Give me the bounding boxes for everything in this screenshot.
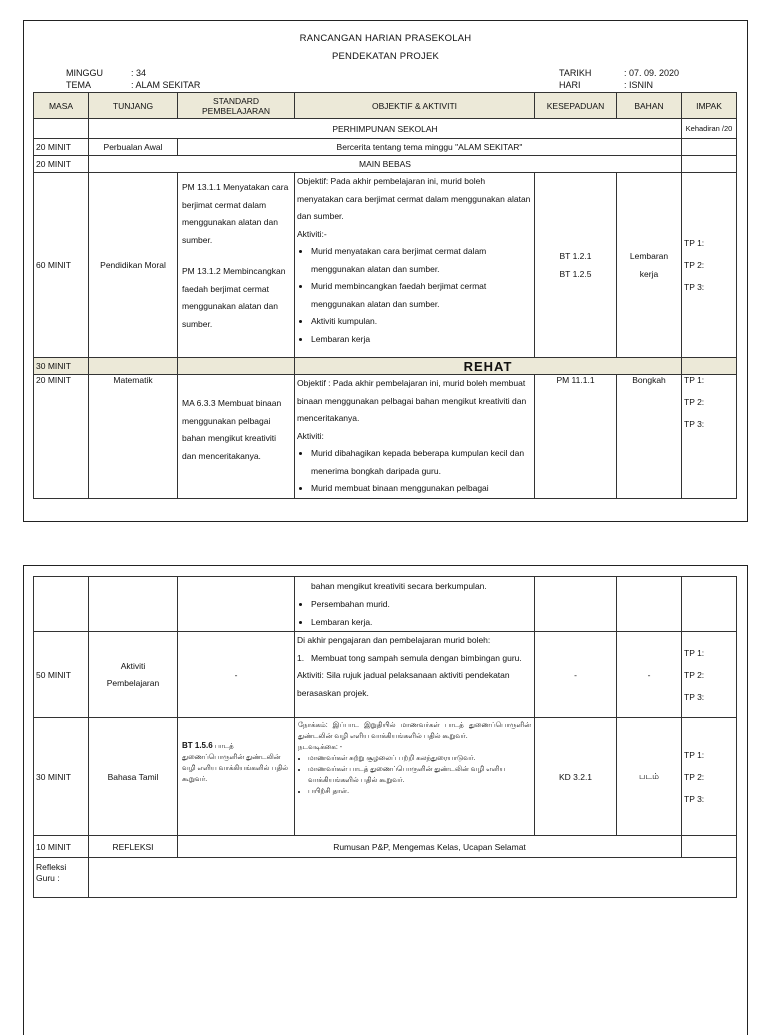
- col-kesepaduan: KESEPADUAN: [535, 93, 617, 119]
- tarikh-value: : 07. 09. 2020: [624, 68, 680, 78]
- row-rehat: [34, 358, 737, 375]
- masa-cell: 30 MINIT: [34, 358, 89, 375]
- lesson-plan-table-continued: [33, 576, 737, 898]
- objektif-text: Objektif: Pada akhir pembelajaran ini, murid boleh menyatakan cara berjimat cermat dalam menggunakan alatan dan sumber.: [297, 176, 531, 221]
- continued-text: bahan mengikut kreativiti secara berkumpulan.: [311, 581, 487, 591]
- standard-cell: MA 6.3.3 Membuat binaan menggunakan pelbagai bahan mengikut kreativiti dan menceritakanya.: [178, 375, 295, 499]
- list-item: • Murid dibahagikan kepada beberapa kumpulan kecil dan menerima bongkah daripada guru.: [311, 445, 532, 480]
- masa-cell: 20 MINIT: [34, 375, 89, 499]
- tunjang-cell: Perbualan Awal: [89, 139, 178, 156]
- tp-label: TP 2:: [684, 260, 705, 270]
- kesepaduan-code: BT 1.2.5: [559, 269, 592, 279]
- objektif-cell: [295, 718, 535, 836]
- list-item: • பயிற்சி தாள்.: [308, 786, 531, 797]
- list-item: • மாணவர்கள் சுற்று சூழலைப் பற்றி கலந்துரையாடுவர்.: [308, 753, 531, 764]
- row-bahasa-tamil: [34, 718, 737, 836]
- item-number: 1.: [297, 652, 305, 663]
- lesson-plan-table: [33, 92, 737, 499]
- row-refleksi-guru: [34, 858, 737, 898]
- col-standard: STANDARD PEMBELAJARAN: [178, 93, 295, 119]
- aktiviti-text: Aktiviti: Sila rujuk jadual pelaksanaan aktiviti pendekatan berasaskan projek.: [297, 670, 510, 698]
- item-text: Membuat tong sampah semula dengan bimbingan guru.: [311, 652, 522, 663]
- row-main-bebas: [34, 156, 737, 173]
- bahan-cell: Bongkah: [617, 375, 682, 499]
- objektif-cell: [295, 632, 535, 718]
- aktiviti-list: [297, 445, 532, 498]
- list-item: • Aktiviti kumpulan.: [311, 313, 532, 331]
- aktiviti-list: [297, 243, 532, 348]
- col-masa: MASA: [34, 93, 89, 119]
- objektif-text: Objektif : Pada akhir pembelajaran ini, murid boleh membuat binaan menggunakan pelbagai bahan mengikut kreativiti dan menceritakanya.: [297, 378, 527, 423]
- tunjang-cell: Matematik: [89, 375, 178, 499]
- kesepaduan-cell: -: [535, 632, 617, 718]
- perbualan-text: Bercerita tentang tema minggu "ALAM SEKITAR": [178, 139, 682, 156]
- row-continuation: [34, 577, 737, 632]
- refleksi-text: Rumusan P&P, Mengemas Kelas, Ucapan Selamat: [178, 836, 682, 858]
- row-aktiviti-pembelajaran: [34, 632, 737, 718]
- aktiviti-list: [298, 753, 531, 797]
- masa-cell: 10 MINIT: [34, 836, 89, 858]
- tp-label: TP 1:: [684, 749, 705, 760]
- numbered-item: [297, 650, 532, 668]
- tp-label: TP 3:: [684, 419, 705, 429]
- list-item: • Murid membincangkan faedah berjimat cermat menggunakan alatan dan sumber.: [311, 278, 532, 313]
- aktiviti-label: Aktiviti:: [297, 430, 324, 441]
- bahan-cell: Lembaran kerja: [617, 173, 682, 358]
- list-item: • மாணவர்கள் பாடத் துணைப்பொருளின் துண்டலின் வழி எளிய வாக்கியங்களில் பதில் கூறுவர்.: [308, 764, 531, 786]
- page-1: [23, 20, 748, 522]
- kehadiran-cell: Kehadiran /20: [682, 119, 737, 139]
- standard-code: BT 1.5.6: [182, 741, 213, 750]
- col-objektif: OBJEKTIF & AKTIVITI: [295, 93, 535, 119]
- col-bahan: BAHAN: [617, 93, 682, 119]
- objektif-text: Di akhir pengajaran dan pembelajaran murid boleh:: [297, 635, 491, 645]
- list-item: • Murid membuat binaan menggunakan pelbagai: [311, 480, 532, 498]
- tp-label: TP 3:: [684, 793, 705, 804]
- rehat-text: REHAT: [295, 358, 682, 375]
- tp-label: TP 1:: [684, 647, 705, 658]
- row-matematik: [34, 375, 737, 499]
- row-perhimpunan: [34, 119, 737, 139]
- masa-cell: 30 MINIT: [34, 718, 89, 836]
- tp-label: TP 2:: [684, 397, 705, 407]
- masa-cell: 20 MINIT: [34, 139, 89, 156]
- tema-label: TEMA: [66, 80, 92, 90]
- tp-label: TP 1:: [684, 238, 705, 248]
- bahan-cell: படம்: [617, 718, 682, 836]
- perhimpunan-text: PERHIMPUNAN SEKOLAH: [89, 119, 682, 139]
- tp-label: TP 1:: [684, 375, 705, 385]
- impak-cell: [682, 632, 737, 718]
- kesepaduan-cell: [535, 173, 617, 358]
- tp-label: TP 3:: [684, 691, 705, 702]
- list-item: • Lembaran kerja.: [311, 613, 532, 631]
- minggu-label: MINGGU: [66, 68, 103, 78]
- tunjang-cell: Pendidikan Moral: [89, 173, 178, 358]
- minggu-value: : 34: [131, 68, 147, 78]
- objektif-cell: [295, 577, 535, 632]
- refleksi-guru-label: Refleksi Guru :: [34, 858, 89, 898]
- tarikh-label: TARIKH: [559, 68, 592, 78]
- hari-value: : ISNIN: [624, 80, 654, 90]
- tunjang-cell: REFLEKSI: [89, 836, 178, 858]
- row-refleksi: [34, 836, 737, 858]
- impak-cell: [682, 718, 737, 836]
- document-title: RANCANGAN HARIAN PRASEKOLAH: [299, 33, 472, 44]
- list-item: • Lembaran kerja: [311, 331, 532, 349]
- col-tunjang: TUNJANG: [89, 93, 178, 119]
- aktiviti-label: Aktiviti:-: [297, 228, 327, 239]
- standard-text-2: PM 13.1.2 Membincangkan faedah berjimat cermat menggunakan alatan dan sumber.: [182, 266, 286, 329]
- masa-cell: 50 MINIT: [34, 632, 89, 718]
- objektif-cell: [295, 375, 535, 499]
- col-impak: IMPAK: [682, 93, 737, 119]
- page-2: [23, 565, 748, 1035]
- tp-label: TP 2:: [684, 771, 705, 782]
- bahan-cell: -: [617, 632, 682, 718]
- table-header-row: [34, 93, 737, 119]
- list-item: • Persembahan murid.: [311, 595, 532, 613]
- aktiviti-list: [297, 595, 532, 631]
- tema-value: : ALAM SEKITAR: [131, 80, 201, 90]
- impak-cell: [682, 173, 737, 358]
- standard-text: பாடத் துணைப்பொருளின் துண்டலின் வழி எளிய வாக்கியங்களில் பதில் கூறுவர்.: [182, 743, 289, 783]
- kesepaduan-cell: PM 11.1.1: [535, 375, 617, 499]
- row-perbualan: [34, 139, 737, 156]
- standard-text-1: PM 13.1.1 Menyatakan cara berjimat cermat dalam menggunakan alatan dan sumber.: [182, 182, 289, 245]
- tunjang-cell: Aktiviti Pembelajaran: [89, 632, 178, 718]
- impak-cell: [682, 375, 737, 499]
- list-item: • Murid menyatakan cara berjimat cermat dalam menggunakan alatan dan sumber.: [311, 243, 532, 278]
- tp-label: TP 3:: [684, 282, 705, 292]
- hari-label: HARI: [559, 80, 581, 90]
- tp-label: TP 2:: [684, 669, 705, 680]
- document-subtitle: PENDEKATAN PROJEK: [331, 51, 440, 62]
- standard-cell: -: [178, 632, 295, 718]
- objektif-text: நோக்கம்: இப்பாட இறுதியில் மாணவர்கள் பாடத் துணைப்பொருளின் துண்டலின் வழி எளிய வாக்கியங்களில் பதில் கூறுவர்.: [298, 722, 531, 740]
- refleksi-guru-field: [89, 858, 737, 898]
- masa-cell: 60 MINIT: [34, 173, 89, 358]
- main-bebas-text: MAIN BEBAS: [89, 156, 682, 173]
- kesepaduan-cell: KD 3.2.1: [535, 718, 617, 836]
- standard-cell: [178, 718, 295, 836]
- objektif-cell: [295, 173, 535, 358]
- kesepaduan-code: BT 1.2.1: [559, 251, 592, 261]
- row-pendidikan-moral: [34, 173, 737, 358]
- tunjang-cell: Bahasa Tamil: [89, 718, 178, 836]
- standard-cell: [178, 173, 295, 358]
- aktiviti-label: நடவடிக்கை: -: [298, 744, 343, 751]
- masa-cell: 20 MINIT: [34, 156, 89, 173]
